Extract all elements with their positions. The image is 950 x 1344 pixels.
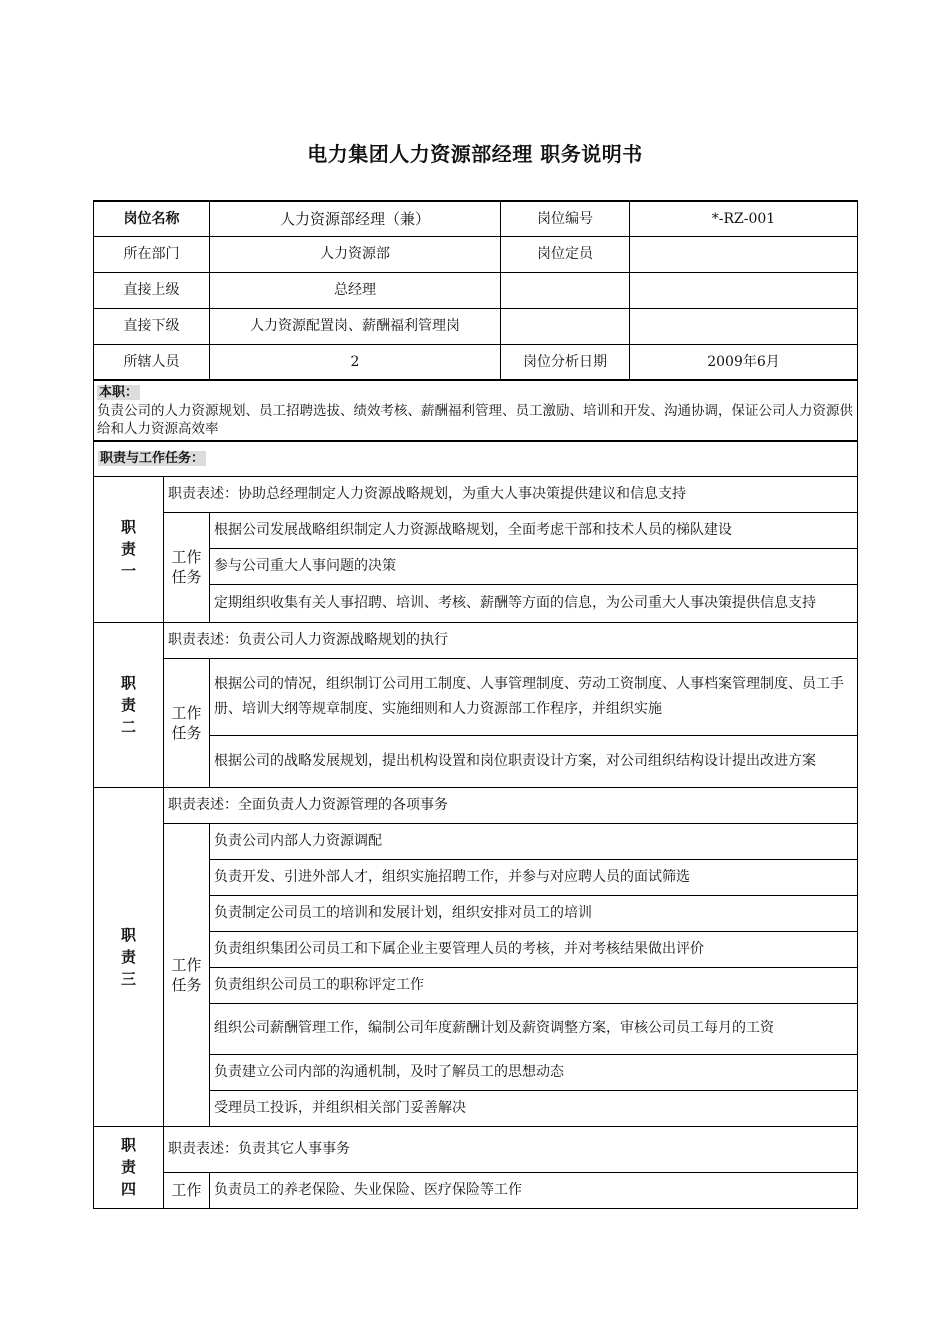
analysis-date-value: 2009年6月 (630, 344, 858, 380)
info-row-superior (94, 272, 858, 308)
summary-row (94, 380, 858, 441)
duty-4-statement-row (94, 1126, 858, 1172)
duty-3-task-5: 负责组织公司员工的职称评定工作 (210, 967, 858, 1003)
staff-label: 所辖人员 (94, 344, 210, 380)
empty-cell (630, 308, 858, 344)
summary-cell (94, 380, 858, 441)
duties-header: 职责与工作任务： (100, 451, 205, 467)
duty-4-task-row (94, 1172, 858, 1208)
analysis-date-label: 岗位分析日期 (501, 344, 630, 380)
duty-2-task-label: 工作 任务 (164, 658, 210, 787)
duty-3-task-1: 负责公司内部人力资源调配 (210, 823, 858, 859)
job-description-table (93, 200, 858, 1209)
duty-4-label: 职 责 四 (94, 1126, 164, 1208)
duty-3-task-6: 组织公司薪酬管理工作，编制公司年度薪酬计划及薪资调整方案，审核公司员工每月的工资 (210, 1003, 858, 1054)
duties-header-row (94, 441, 858, 476)
duty-2-statement: 职责表述：负责公司人力资源战略规划的执行 (164, 622, 858, 658)
duty-2-task-2: 根据公司的战略发展规划，提出机构设置和岗位职责设计方案，对公司组织结构设计提出改进方案 (210, 735, 858, 787)
department-label: 所在部门 (94, 236, 210, 272)
duty-4-task-1: 负责员工的养老保险、失业保险、医疗保险等工作 (210, 1172, 858, 1208)
duty-1-label: 职 责 一 (94, 476, 164, 622)
duty-3-task-8: 受理员工投诉，并组织相关部门妥善解决 (210, 1090, 858, 1126)
headcount-label: 岗位定员 (501, 236, 630, 272)
duty-3-task-2: 负责开发、引进外部人才，组织实施招聘工作，并参与对应聘人员的面试筛选 (210, 859, 858, 895)
position-name-value: 人力资源部经理（兼） (210, 201, 501, 236)
duty-3-label: 职 责 三 (94, 787, 164, 1126)
duty-4-task-label: 工作 (164, 1172, 210, 1208)
empty-cell (501, 308, 630, 344)
info-row-subordinate (94, 308, 858, 344)
duty-1-task-row (94, 512, 858, 548)
duty-1-statement: 职责表述：协助总经理制定人力资源战略规划，为重大人事决策提供建议和信息支持 (164, 476, 858, 512)
duty-1-task-1: 根据公司发展战略组织制定人力资源战略规划，全面考虑干部和技术人员的梯队建设 (210, 512, 858, 548)
superior-value: 总经理 (210, 272, 501, 308)
duty-1-statement-row (94, 476, 858, 512)
duty-3-task-4: 负责组织集团公司员工和下属企业主要管理人员的考核，并对考核结果做出评价 (210, 931, 858, 967)
info-row-position (94, 201, 858, 236)
info-row-staff (94, 344, 858, 380)
staff-value: 2 (210, 344, 501, 380)
document-title: 电力集团人力资源部经理 职务说明书 (307, 142, 643, 166)
duty-2-statement-row (94, 622, 858, 658)
empty-cell (630, 272, 858, 308)
superior-label: 直接上级 (94, 272, 210, 308)
subordinate-label: 直接下级 (94, 308, 210, 344)
duty-2-label: 职 责 二 (94, 622, 164, 787)
duty-2-task-1: 根据公司的情况，组织制订公司用工制度、人事管理制度、劳动工资制度、人事档案管理制度、员工手册、培训大纲等规章制度、实施细则和人力资源部工作程序，并组织实施 (210, 658, 858, 735)
position-code-label: 岗位编号 (501, 201, 630, 236)
duty-3-statement-row (94, 787, 858, 823)
department-value: 人力资源部 (210, 236, 501, 272)
headcount-value (630, 236, 858, 272)
duty-3-statement: 职责表述：全面负责人力资源管理的各项事务 (164, 787, 858, 823)
duty-1-task-3: 定期组织收集有关人事招聘、培训、考核、薪酬等方面的信息，为公司重大人事决策提供信息支持 (210, 584, 858, 622)
position-name-label: 岗位名称 (94, 201, 210, 236)
empty-cell (501, 272, 630, 308)
summary-label: 本职： (99, 385, 139, 400)
duties-header-cell (94, 441, 858, 476)
duty-3-task-row (94, 823, 858, 859)
duty-3-task-3: 负责制定公司员工的培训和发展计划，组织安排对员工的培训 (210, 895, 858, 931)
duty-1-task-label: 工作 任务 (164, 512, 210, 622)
duty-4-statement: 职责表述：负责其它人事事务 (164, 1126, 858, 1172)
position-code-value: *-RZ-001 (630, 201, 858, 236)
duty-1-task-2: 参与公司重大人事问题的决策 (210, 548, 858, 584)
subordinate-value: 人力资源配置岗、薪酬福利管理岗 (210, 308, 501, 344)
info-row-department (94, 236, 858, 272)
duty-3-task-label: 工作 任务 (164, 823, 210, 1126)
duty-3-task-7: 负责建立公司内部的沟通机制，及时了解员工的思想动态 (210, 1054, 858, 1090)
duty-2-task-row (94, 658, 858, 735)
summary-text: 负责公司的人力资源规划、员工招聘选拔、绩效考核、薪酬福利管理、员工激励、培训和开发、沟通协调，保证公司人力资源供给和人力资源高效率 (97, 403, 853, 437)
